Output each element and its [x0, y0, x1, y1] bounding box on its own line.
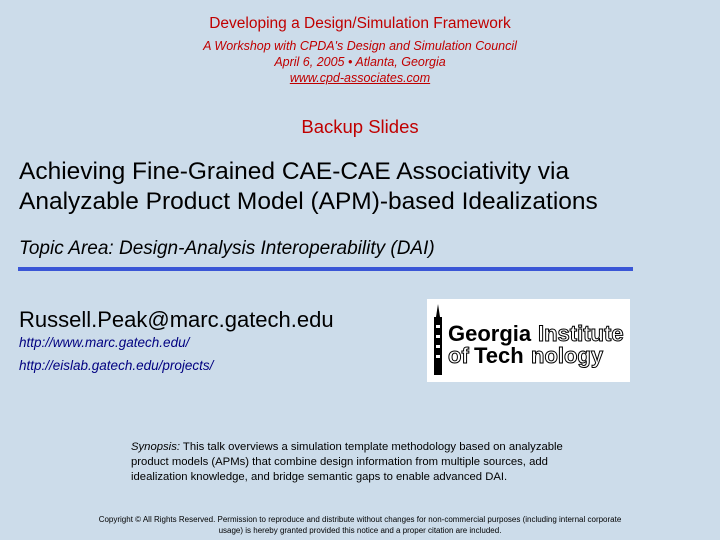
georgia-tech-logo-graphic — [427, 299, 630, 382]
logo-word-georgia: Georgia — [448, 321, 532, 346]
main-title-line-1: Achieving Fine-Grained CAE-CAE Associativity via — [19, 158, 570, 185]
synopsis-text: This talk overviews a simulation template methodology based on analyzable product models (APMs) that combine design information from multiple sources, add idealization knowledge, and bridge semantic gaps to enable advanced DAI. — [131, 441, 563, 483]
logo-word-nology: nology — [531, 343, 604, 368]
main-title — [19, 157, 709, 217]
title-divider — [18, 267, 633, 271]
marc-website-link[interactable]: http://www.marc.gatech.edu/ — [19, 335, 190, 350]
section-label: Backup Slides — [301, 116, 419, 137]
contact-email: Russell.Peak@marc.gatech.edu — [19, 307, 334, 332]
workshop-url-link[interactable]: www.cpd-associates.com — [289, 71, 431, 85]
topic-area: Topic Area: Design-Analysis Interoperability (DAI) — [19, 238, 435, 259]
workshop-date-location: April 6, 2005 • Atlanta, Georgia — [274, 55, 446, 69]
tower-spire — [436, 304, 440, 317]
logo-word-institute: Institute — [538, 321, 624, 346]
synopsis — [131, 440, 601, 485]
synopsis-label: Synopsis: — [131, 441, 180, 453]
eislab-projects-link[interactable]: http://eislab.gatech.edu/projects/ — [19, 358, 214, 373]
copyright-notice: Copyright © All Rights Reserved. Permission to reproduce and distribute without changes for non-commercial purposes (including internal corporate usage) is hereby granted provided this notice and a proper citation are included. — [98, 515, 622, 535]
georgia-tech-logo — [427, 299, 630, 382]
logo-word-tech: Tech — [474, 343, 524, 368]
logo-word-of: of — [448, 343, 469, 368]
workshop-subtitle: A Workshop with CPDA's Design and Simulation Council — [203, 39, 517, 53]
main-title-line-2: Analyzable Product Model (APM)-based Idealizations — [19, 188, 598, 215]
workshop-title: Developing a Design/Simulation Framework — [209, 15, 511, 32]
